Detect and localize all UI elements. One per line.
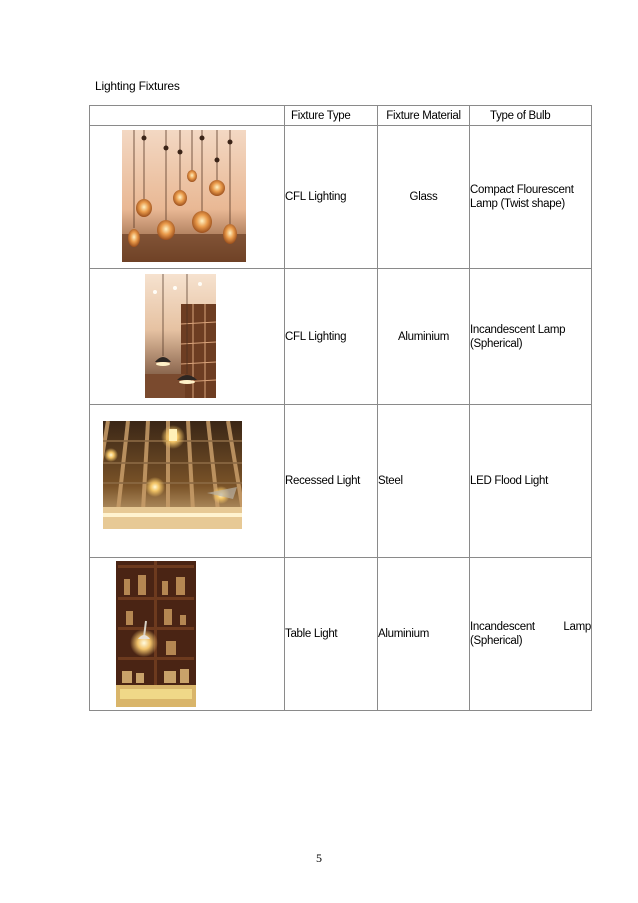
bulb-type-cell	[470, 126, 592, 269]
image-cell	[90, 558, 285, 711]
header-fixture-material: Fixture Material	[378, 106, 470, 126]
aluminium-pendant-lights-photo	[145, 274, 216, 398]
header-fixture-type: Fixture Type	[285, 106, 378, 126]
fixture-type-cell: CFL Lighting	[285, 269, 378, 405]
image-cell	[90, 269, 285, 405]
bulb-type-cell	[470, 558, 592, 711]
bulb-line-1: Compact Flourescent	[470, 184, 574, 196]
fixture-type-cell: Recessed Light	[285, 405, 378, 558]
table-header-row	[90, 106, 592, 126]
material-cell: Steel	[378, 405, 470, 558]
bulb-line-2: Lamp (Twist shape)	[470, 198, 565, 210]
image-cell	[90, 405, 285, 558]
table-row	[90, 269, 592, 405]
bulb-type-cell	[470, 269, 592, 405]
bulb-line-1-word-2: Lamp	[563, 621, 591, 633]
material-cell: Glass	[378, 126, 470, 269]
page-number: 5	[316, 851, 322, 865]
image-cell	[90, 126, 285, 269]
bulb-type-cell	[470, 405, 592, 558]
fixture-type-cell: CFL Lighting	[285, 126, 378, 269]
fixture-type-cell: Table Light	[285, 558, 378, 711]
glass-pendant-lights-photo	[122, 130, 246, 262]
shelf-table-light-photo	[116, 561, 196, 707]
lighting-fixtures-table	[89, 105, 592, 711]
bulb-line-2: (Spherical)	[470, 635, 523, 647]
bulb-line-1	[470, 620, 591, 634]
header-bulb-type: Type of Bulb	[470, 106, 592, 126]
section-heading: Lighting Fixtures	[95, 79, 180, 93]
bulb-line-1: Incandescent Lamp	[470, 323, 566, 336]
bulb-line-1: LED Flood Light	[470, 475, 548, 487]
table-row	[90, 558, 592, 711]
table-row	[90, 405, 592, 558]
recessed-ceiling-lights-photo	[103, 421, 242, 529]
table-row	[90, 126, 592, 269]
material-cell: Aluminium	[378, 558, 470, 711]
bulb-line-1-word-1: Incandescent	[470, 621, 535, 633]
material-cell: Aluminium	[378, 269, 470, 405]
bulb-line-2: (Spherical)	[470, 337, 523, 350]
header-image	[90, 106, 285, 126]
